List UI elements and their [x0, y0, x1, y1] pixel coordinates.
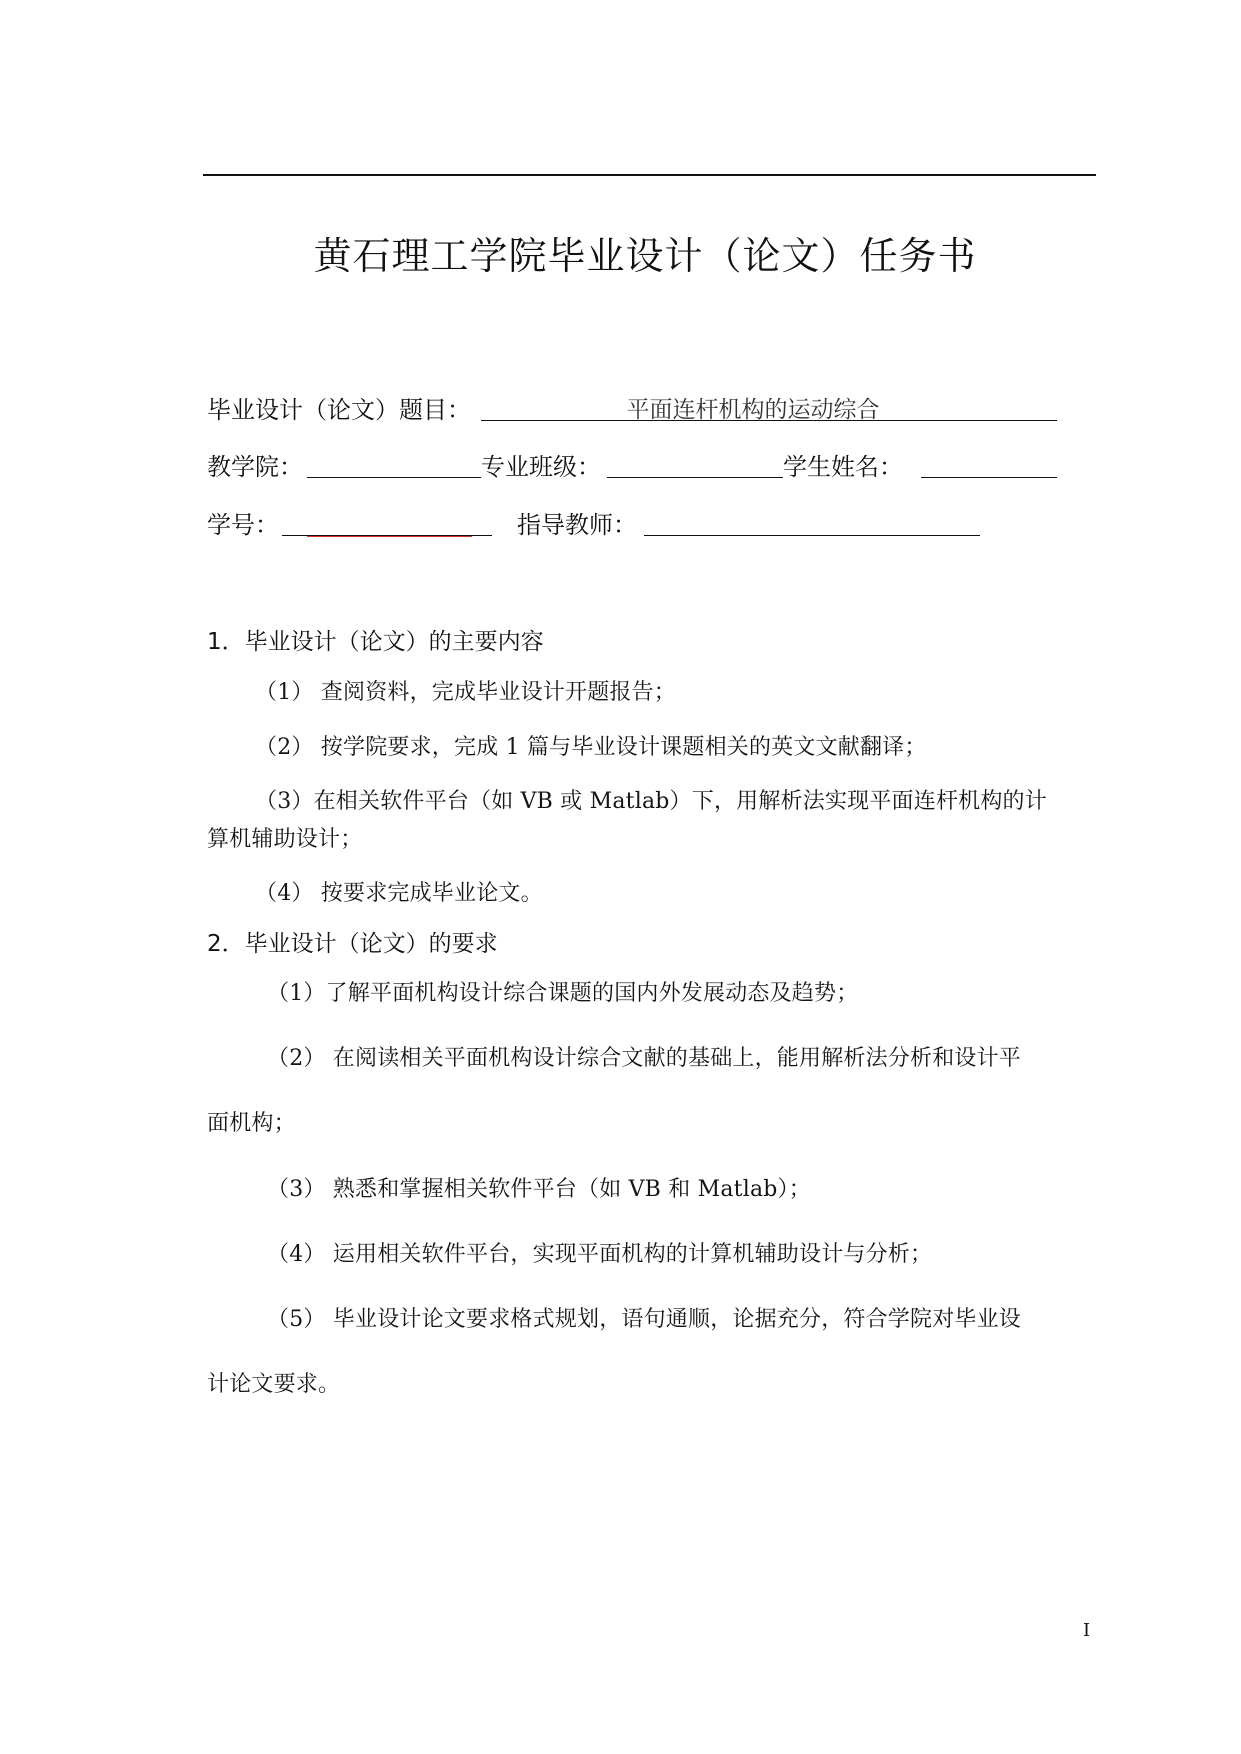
content-item-3: （3）在相关软件平台（如 VB 或 Matlab）下，用解析法实现平面连杆机构的计 — [255, 789, 1047, 814]
college-label: 教学院： — [207, 453, 303, 481]
requirement-item-3: （3） 熟悉和掌握相关软件平台（如 VB 和 Matlab）； — [267, 1177, 811, 1202]
college-blank[interactable] — [307, 447, 481, 478]
content-item-2: （2） 按学院要求，完成 1 篇与毕业设计课题相关的英文文献翻译； — [255, 735, 927, 760]
topic-label: 毕业设计（论文）题目： — [207, 396, 471, 424]
requirement-item-4: （4） 运用相关软件平台，实现平面机构的计算机辅助设计与分析； — [267, 1242, 933, 1267]
requirement-item-5-cont: 计论文要求。 — [207, 1372, 341, 1397]
section-heading-content: 1．毕业设计（论文）的主要内容 — [207, 629, 544, 655]
section-heading-requirements: 2．毕业设计（论文）的要求 — [207, 931, 498, 957]
student-id-blank[interactable] — [282, 505, 492, 536]
requirement-item-1: （1）了解平面机构设计综合课题的国内外发展动态及趋势； — [267, 981, 859, 1006]
requirement-item-2: （2） 在阅读相关平面机构设计综合文献的基础上，能用解析法分析和设计平 — [267, 1046, 1021, 1071]
topic-value: 平面连杆机构的运动综合 — [626, 397, 880, 423]
document-title: 黄石理工学院毕业设计（论文）任务书 — [313, 234, 977, 278]
student-id-label: 学号： — [207, 511, 279, 539]
major-blank[interactable] — [607, 447, 783, 478]
requirement-item-5: （5） 毕业设计论文要求格式规划，语句通顺，论据充分，符合学院对毕业设 — [267, 1307, 1021, 1332]
id-row — [207, 505, 1007, 541]
content-item-3-cont: 算机辅助设计； — [207, 827, 363, 852]
college-row — [207, 447, 1067, 483]
advisor-blank[interactable] — [644, 505, 980, 536]
student-id-redline — [307, 536, 472, 537]
page-number: I — [1083, 1620, 1091, 1641]
major-label: 专业班级： — [481, 453, 601, 481]
content-item-4: （4） 按要求完成毕业论文。 — [255, 881, 543, 906]
student-name-label: 学生姓名： — [783, 453, 903, 481]
header-rule — [203, 174, 1096, 176]
requirement-item-2-cont: 面机构； — [207, 1111, 296, 1136]
advisor-label: 指导教师： — [517, 511, 637, 539]
content-item-1: （1） 查阅资料，完成毕业设计开题报告； — [255, 680, 676, 705]
topic-row — [207, 390, 1067, 426]
student-name-blank[interactable] — [921, 447, 1057, 478]
